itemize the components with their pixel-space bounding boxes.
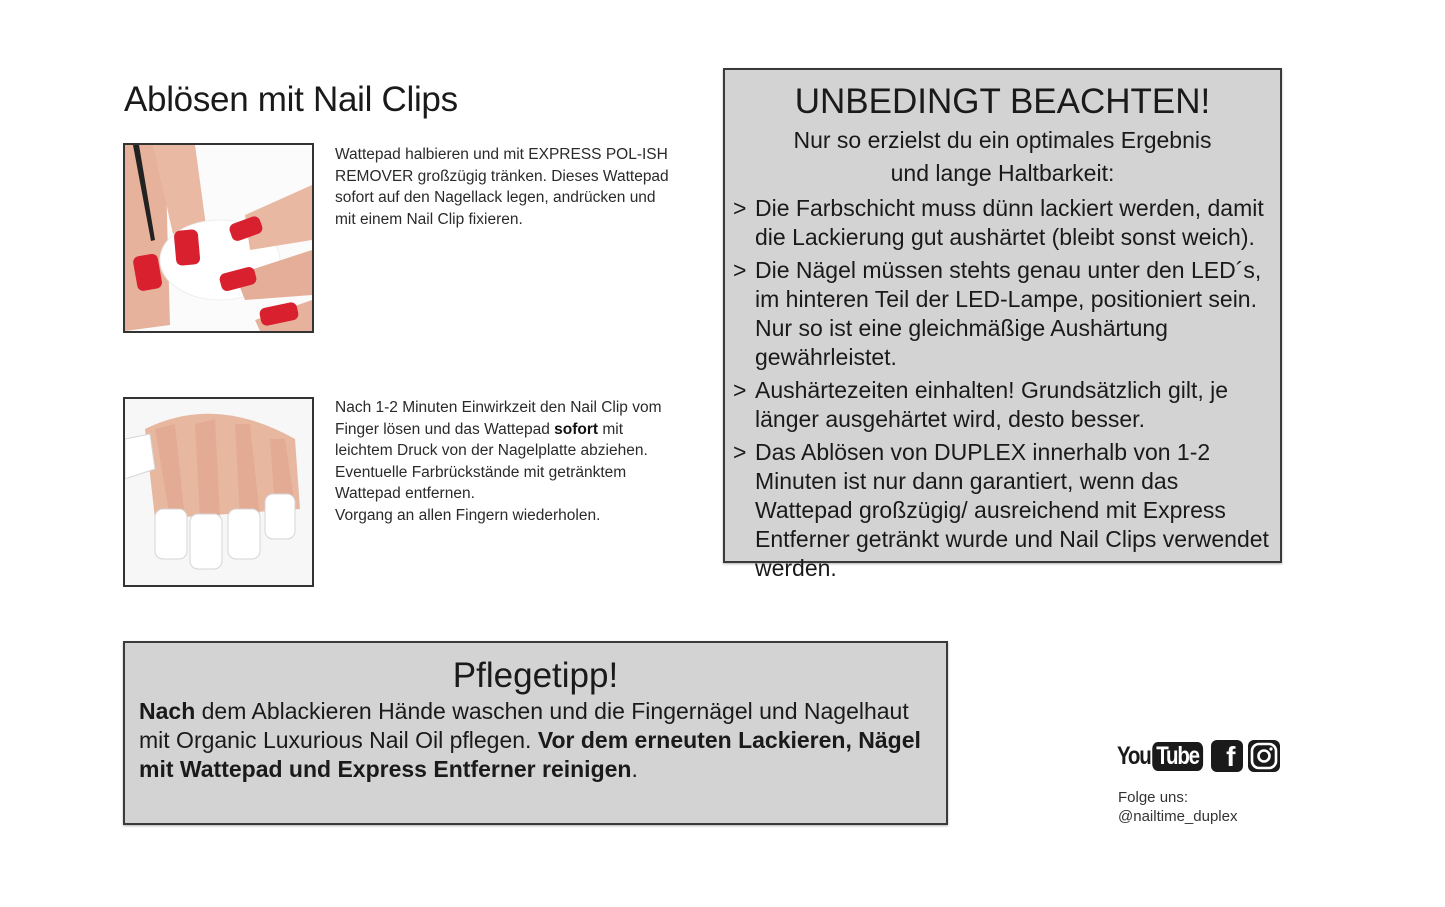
- notice-item-text: Das Ablösen von DUPLEX innerhalb von 1-2 Minuten ist nur dann garantiert, wenn das Wattepad großzügig/ ausreichend mit Express Entferner getränkt wurde und Nail Clips verwendet werden.: [755, 439, 1269, 581]
- notice-item: [733, 438, 1272, 583]
- notice-subtitle-2: und lange Haltbarkeit:: [890, 160, 1115, 186]
- facebook-glyph: f: [1226, 741, 1236, 772]
- youtube-you: You: [1117, 741, 1151, 770]
- step2-text-bold: sofort: [554, 420, 599, 438]
- social-handle[interactable]: @nailtime_duplex: [1118, 808, 1238, 825]
- notice-title: UNBEDINGT BEACHTEN!: [794, 82, 1211, 121]
- chevron-bullet-icon: >: [733, 195, 747, 221]
- chevron-bullet-icon: >: [733, 377, 747, 403]
- care-tip-box: [123, 641, 948, 825]
- notice-item-text: Die Farbschicht muss dünn lackiert werden, damit die Lackierung gut aushärtet (bleibt sonst weich).: [755, 195, 1264, 250]
- care-bold-1: Nach: [139, 698, 196, 724]
- step2-text-before: Nach 1-2 Minuten Einwirkzeit den Nail Clip vom Finger lösen und das Wattepad: [335, 399, 662, 438]
- section-title: Ablösen mit Nail Clips: [124, 80, 458, 119]
- step2-instructions: [335, 397, 680, 526]
- follow-label: Folge uns:: [1118, 789, 1189, 806]
- care-text-1: dem Ablackieren Hände waschen und die Fingernägel und Nagelhaut mit Organic Luxurious Nail Oil pflegen.: [139, 698, 909, 753]
- step1-photo: [123, 143, 314, 333]
- step2-text-after: mit leichtem Druck von der Nagelplatte abziehen. Eventuelle Farbrückstände mit getränktem Wattepad entfernen.: [335, 420, 648, 502]
- care-text-2: .: [631, 756, 638, 782]
- step1-instructions: Wattepad halbieren und mit EXPRESS POL-ISH REMOVER großzügig tränken. Dieses Wattepad sofort auf den Nagellack legen, andrücken und mit einem Nail Clip fixieren.: [335, 146, 669, 228]
- step2-text-last: Vorgang an allen Fingern wiederholen.: [335, 506, 601, 524]
- follow-us: [1118, 788, 1237, 826]
- hand-cotton-pad-image: [125, 145, 312, 331]
- chevron-bullet-icon: >: [733, 439, 747, 465]
- notice-item-text: Aushärtezeiten einhalten! Grundsätzlich gilt, je länger ausgehärtet wird, desto besser.: [755, 377, 1229, 432]
- social-icons: [1117, 740, 1280, 772]
- youtube-tube: Tube: [1152, 742, 1203, 771]
- instagram-icon[interactable]: [1248, 740, 1280, 772]
- notice-item: [733, 256, 1272, 372]
- notice-item: [733, 376, 1272, 434]
- care-title: Pflegetipp!: [452, 656, 619, 695]
- notice-subtitle-1: Nur so erzielst du ein optimales Ergebnis: [793, 127, 1212, 153]
- chevron-bullet-icon: >: [733, 257, 747, 283]
- notice-item-text: Die Nägel müssen stehts genau unter den LED´s, im hinteren Teil der LED-Lampe, positioniert sein. Nur so ist eine gleichmäßige Aushärtung gewährleistet.: [755, 257, 1262, 370]
- care-body: [139, 697, 932, 784]
- notice-box: [723, 68, 1282, 581]
- facebook-icon[interactable]: [1211, 740, 1243, 772]
- care-bold-2: Vor dem erneuten Lackieren, Nägel mit Wattepad und Express Entferner reinigen: [139, 727, 921, 782]
- step2-photo: [123, 397, 314, 587]
- hand-nail-clips-image: [125, 399, 312, 585]
- youtube-icon[interactable]: [1117, 742, 1203, 771]
- notice-item: [733, 194, 1272, 252]
